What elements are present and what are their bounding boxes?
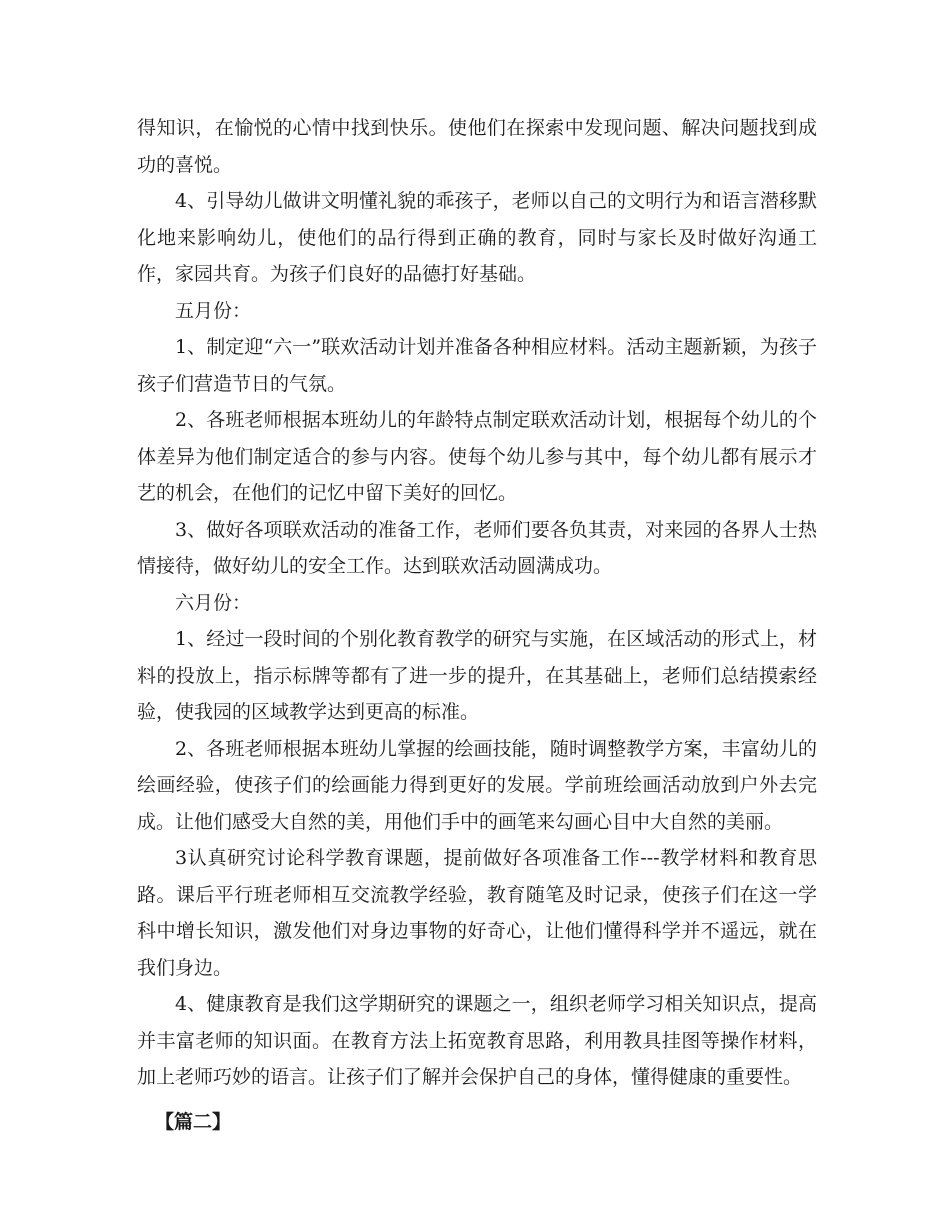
section-heading-june: 六月份： — [175, 591, 252, 614]
paragraph-june-item-1: 1、经过一段时间的个别化教育教学的研究与实施，在区域活动的形式上，材料的投放上，指示标牌等都有了进一步的提升，在其基础上，老师们总结摸索经验，使我园的区域教学达到更高的标准。 — [137, 628, 817, 723]
paragraph-june-item-2: 2、各班老师根据本班幼儿掌握的绘画技能，随时调整教学方案，丰富幼儿的绘画经验，使孩子们的绘画能力得到更好的发展。学前班绘画活动放到户外去完成。让他们感受大自然的美，用他们手中的画笔来勾画心目中大自然的美丽。 — [137, 737, 817, 833]
paragraph-continuation: 得知识，在愉悦的心情中找到快乐。使他们在探索中发现问题、解决问题找到成功的喜悦。 — [137, 117, 817, 176]
paragraph-may-item-3: 3、做好各项联欢活动的准备工作，老师们要各负其责，对来园的各界人士热情接待，做好幼儿的安全工作。达到联欢活动圆满成功。 — [137, 518, 817, 577]
section-heading-may: 五月份： — [175, 299, 252, 322]
paragraph-june-item-3: 3认真研究讨论科学教育课题，提前做好各项准备工作---教学材料和教育思路。课后平行班老师相互交流教学经验，教育随笔及时记录，使孩子们在这一学科中增长知识，激发他们对身边事物的好奇心，让他们懂得科学并不遥远，就在我们身边。 — [137, 847, 817, 979]
paragraph-may-item-1: 1、制定迎“六一”联欢活动计划并准备各种相应材料。活动主题新颖，为孩子孩子们营造节日的气氛。 — [137, 336, 817, 395]
paragraph-june-item-4: 4、健康教育是我们这学期研究的课题之一，组织老师学习相关知识点，提高并丰富老师的知识面。在教育方法上拓宽教育思路，利用教具挂图等操作材料，加上老师巧妙的语言。让孩子们了解并会保护自己的身体，懂得健康的重要性。 — [137, 993, 817, 1088]
document-body — [137, 110, 817, 1140]
part-two-heading: 【篇二】 — [155, 1110, 232, 1133]
paragraph-may-item-2: 2、各班老师根据本班幼儿的年龄特点制定联欢活动计划，根据每个幼儿的个体差异为他们制定适合的参与内容。使每个幼儿参与其中，每个幼儿都有展示才艺的机会，在他们的记忆中留下美好的回忆。 — [137, 409, 817, 504]
paragraph-item-4-etiquette: 4、引导幼儿做讲文明懂礼貌的乖孩子，老师以自己的文明行为和语言潜移默化地来影响幼儿，使他们的品行得到正确的教育，同时与家长及时做好沟通工作，家园共育。为孩子们良好的品德打好基础。 — [137, 190, 817, 285]
